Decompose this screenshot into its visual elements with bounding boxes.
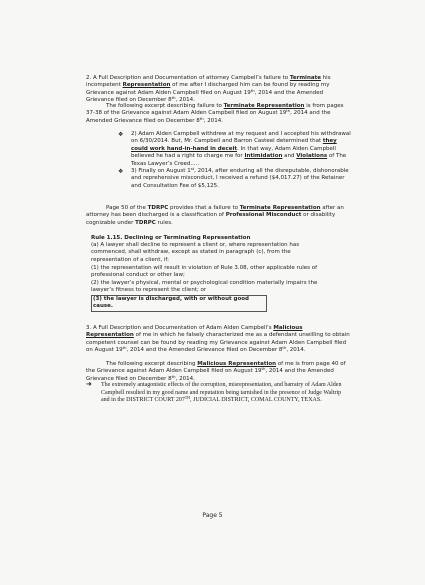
rule-clause-1: (1) the representation will result in violation of Rule 3.08, other applicable rules of professional conduct or other law; — [91, 265, 318, 279]
diamond-bullet-icon: ❖ — [118, 168, 124, 175]
tdrpc-paragraph: Page 50 of the TDRPC provides that a failure to Terminate Representation after an attorney has been discharged is a classification of Professional Misconduct or disability cognizable under TDRPC rules. — [86, 205, 344, 226]
paragraph-2-intro: 2. A Full Description and Documentation of attorney Campbell’s failure to Terminate his incompetent Representation of me after I discharged him can be found by reading my Grievance against Adam Alden Campbell filed on August 19th, 2014 and the Amended Grievance filed on December 8th, 2014. — [86, 75, 331, 104]
excerpt-bullet-3: 3) Finally on August 1st, 2014, after enduring all the disreputable, dishonorable and reprehensive misconduct, I received a refund ($4,017.27) of the Retainer and Consultation Fee of $5,125. — [131, 166, 349, 189]
page-number: Page 5 — [202, 512, 223, 519]
rule-clause-a: (a) A lawyer shall decline to represent a client or, where representation has commenced, shall withdraw, except as stated in paragraph (c), from the representation of a client, if: — [91, 242, 300, 263]
diamond-bullet-icon: ❖ — [118, 131, 124, 138]
rule-clause-2: (2) the lawyer’s physical, mental or psychological condition materially impairs the lawyer’s fitness to represent the client; or — [91, 280, 318, 294]
paragraph-2-excerpt: The following excerpt describing failure to Terminate Representation is from pages 37-38 of the Grievance against Adam Alden Campbell filed on August 19th, 2014 and the Amended Grievance filed on December 8th, 2014. — [86, 103, 344, 124]
paragraph-3-intro: 3. A Full Description and Documentation of Adam Alden Campbell’s Malicious Representation of me in which he falsely characterized me as a defendant unwilling to obtain competent counsel can be found by reading my Grievance against Adam Alden Campbell filed on August 19th, 2014 and the Amended Grievance filed on December 8th, 2014. — [86, 325, 350, 354]
paragraph-3-excerpt: The following excerpt describing Malicious Representation of me is from page 40 of the Grievance against Adam Alden Campbell filed on August 19th, 2014 and the Amended Grievance filed on December 8th, 2014. — [86, 361, 346, 382]
excerpt-bullet-2: 2) Adam Alden Campbell withdrew at my request and I accepted his withdrawal on 6/30/2014. But, Mr. Campbell and Barron Casteel determined that they could work hand-in-hand in deceit. In that way, Adam Alden Campbell believed he had a right to charge me for Intimidation and Violations of The Texas Lawyer’s Creed..... — [131, 131, 351, 167]
arrow-bullet-icon: ➜ — [86, 380, 92, 388]
rule-title: Rule 1.15. Declining or Terminating Representation — [91, 235, 251, 241]
excerpt-bullet-effects: The extremely antagonistic effects of the corruption, misrepresentation, and barratry of Adam Alden Campbell resulted in my good name and reputation being tarnished in the presence of Judge Waltrip and in the DISTRICT COURT 207TH, JUDICIAL DISTRICT, COMAL COUNTY, TEXAS. — [101, 382, 342, 403]
rule-clause-3: (3) the lawyer is discharged, with or without good cause. — [91, 295, 267, 312]
